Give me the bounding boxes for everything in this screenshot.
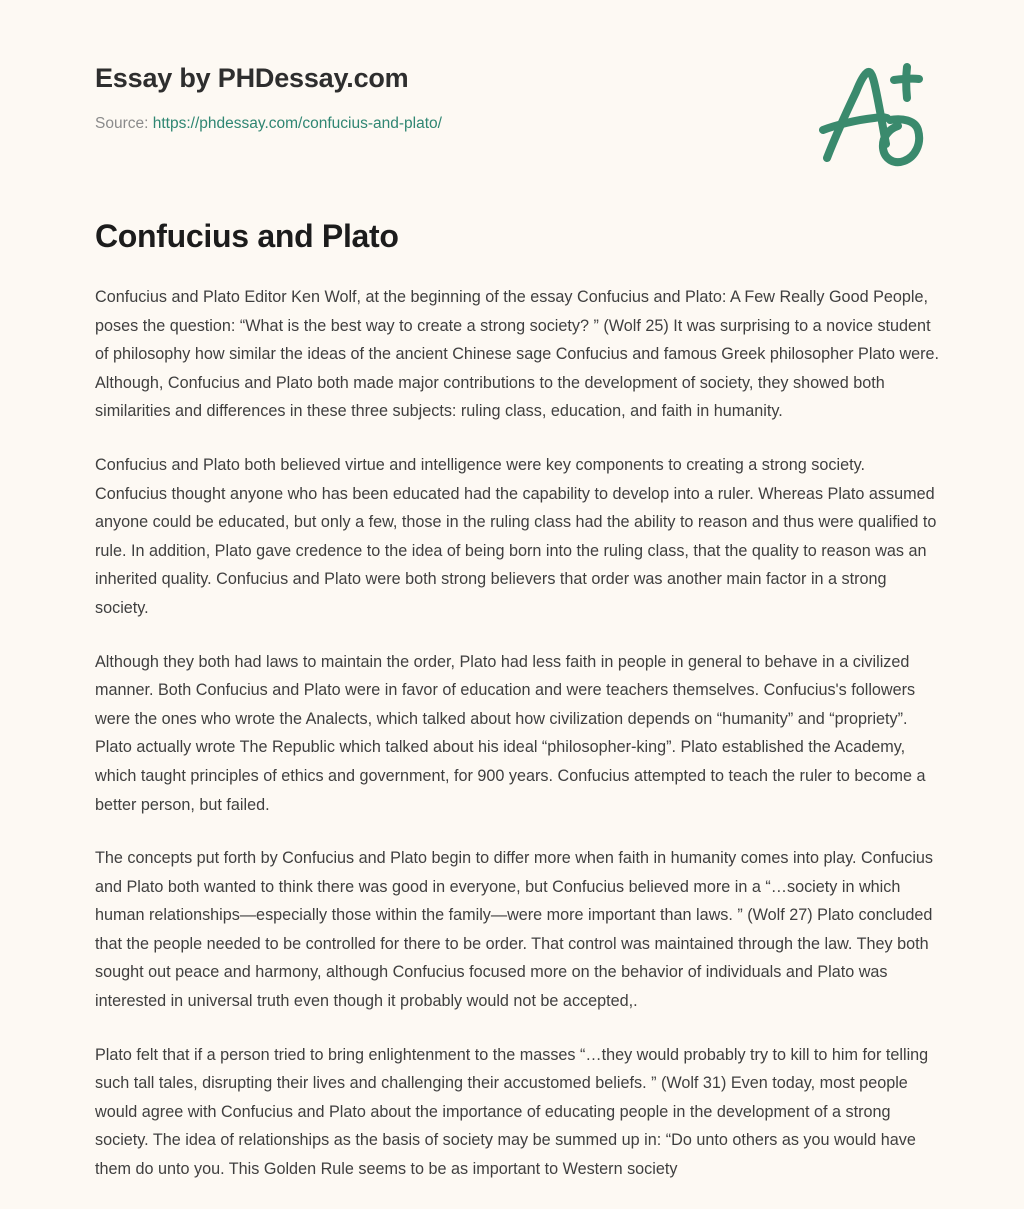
source-line [95, 114, 935, 134]
source-url-link[interactable]: https://phdessay.com/confucius-and-plato/ [152, 115, 442, 133]
a-plus-logo [812, 58, 932, 173]
page-header [95, 62, 935, 135]
essay-body [95, 283, 940, 1209]
essay-paragraph: The concepts put forth by Confucius and Plato begin to differ more when faith in humanity comes into play. Confucius and Plato both wanted to think there was good in everyone, but Confucius believed more in a “…society in which human relationships—especially those within the family—were more important than laws. ” (Wolf 27) Plato concluded that the people needed to be controlled for there to be order. That control was maintained through the law. They both sought out peace and harmony, although Confucius focused more on the behavior of individuals and Plato was interested in universal truth even though it probably would not be accepted,. [95, 849, 934, 1011]
essay-paragraph: Although they both had laws to maintain the order, Plato had less faith in people in general to behave in a civilized manner. Both Confucius and Plato were in favor of education and were teachers themselves. Confucius's followers were the ones who wrote the Analects, which talked about how civilization depends on “humanity” and “propriety”. Plato actually wrote The Republic which talked about his ideal “philosopher-king”. Plato established the Academy, which taught principles of ethics and government, for 900 years. Confucius attempted to teach the ruler to become a better person, but failed. [95, 652, 926, 814]
essay-paragraph: Confucius and Plato both believed virtue and intelligence were key components to creating a strong society. Confucius thought anyone who has been educated had the capability to develop into a ruler. Whereas Plato assumed anyone could be educated, but only a few, those in the ruling class had the ability to reason and thus were qualified to rule. In addition, Plato gave credence to the idea of being born into the ruling class, that the quality to reason was an inherited quality. Confucius and Plato were both strong believers that order was another main factor in a strong society. [95, 455, 937, 617]
essay-paragraph: Confucius and Plato Editor Ken Wolf, at the beginning of the essay Confucius and Plato: A Few Really Good People, poses the question: “What is the best way to create a strong society? ” (Wolf 25) It was surprising to a novice student of philosophy how similar the ideas of the ancient Chinese sage Confucius and famous Greek philosopher Plato were. Although, Confucius and Plato both made major contributions to the development of society, they showed both similarities and differences in these three subjects: ruling class, education, and faith in humanity. [95, 288, 940, 421]
source-label: Source: [95, 115, 149, 133]
essay-paragraph: Plato felt that if a person tried to bring enlightenment to the masses “…they would probably try to kill to him for telling such tall tales, disrupting their lives and challenging their accustomed beliefs. ” (Wolf 31) Even today, most people would agree with Confucius and Plato about the importance of educating people in the development of a strong society. The idea of relationships as the basis of society may be summed up in: “Do unto others as you would have them do unto you. This Golden Rule seems to be as important to Western society [95, 1045, 929, 1179]
brand-title: Essay by PHDessay.com [95, 63, 409, 93]
page-title: Confucius and Plato [95, 218, 399, 254]
